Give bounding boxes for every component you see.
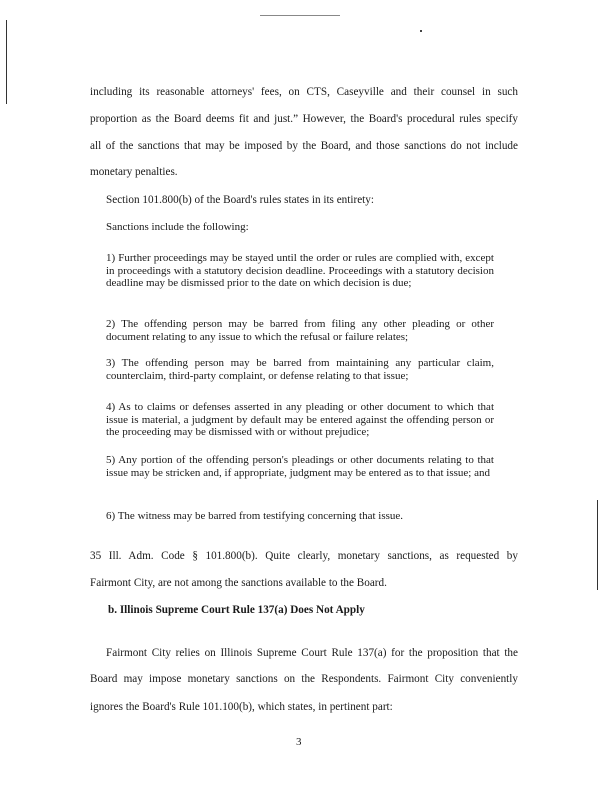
section-intro: Section 101.800(b) of the Board's rules states in its entirety: <box>106 194 374 206</box>
para3-line-1: 35 Ill. Adm. Code § 101.800(b). Quite clearly, monetary sanctions, as requested by <box>90 550 518 562</box>
section-heading: b. Illinois Supreme Court Rule 137(a) Does Not Apply <box>108 604 365 616</box>
para1-line-4: monetary penalties. <box>90 166 178 178</box>
para1-line-2: proportion as the Board deems fit and just.” However, the Board's procedural rules specify <box>90 113 518 125</box>
scan-speck <box>420 30 422 32</box>
page-number: 3 <box>296 736 302 748</box>
para4-line-1: Fairmont City relies on Illinois Supreme Court Rule 137(a) for the proposition that the <box>106 647 518 659</box>
quote-item-2: 2) The offending person may be barred from filing any other pleading or other document relating to any issue to which the refusal or failure relates; <box>106 318 494 343</box>
quote-item-3: 3) The offending person may be barred from maintaining any particular claim, counterclaim, third-party complaint, or defense relating to that issue; <box>106 357 494 382</box>
para4-line-3: ignores the Board's Rule 101.100(b), which states, in pertinent part: <box>90 701 393 713</box>
scan-mark-top <box>260 15 340 16</box>
quote-item-4: 4) As to claims or defenses asserted in any pleading or other document to which that issue is material, a judgment by default may be entered against the offending person or the proceeding may be dismissed with or without prejudice; <box>106 401 494 438</box>
para3-line-2: Fairmont City, are not among the sanctions available to the Board. <box>90 577 387 589</box>
quote-item-6: 6) The witness may be barred from testifying concerning that issue. <box>106 510 404 522</box>
para1-line-3: all of the sanctions that may be imposed by the Board, and those sanctions do not include <box>90 140 518 152</box>
scan-mark-right <box>597 500 598 590</box>
quote-intro: Sanctions include the following: <box>106 221 249 233</box>
scan-mark-left <box>6 20 7 104</box>
quote-item-1: 1) Further proceedings may be stayed until the order or rules are complied with, except in proceedings with a statutory decision deadline. Proceedings with a statutory decision deadline may be dismissed prior to the date on which decision is due; <box>106 252 494 289</box>
para4-line-2: Board may impose monetary sanctions on the Respondents. Fairmont City conveniently <box>90 673 518 685</box>
quote-item-5: 5) Any portion of the offending person's pleadings or other documents relating to that issue may be stricken and, if appropriate, judgment may be entered as to that issue; and <box>106 454 494 479</box>
para1-line-1: including its reasonable attorneys' fees, on CTS, Caseyville and their counsel in such <box>90 86 518 98</box>
